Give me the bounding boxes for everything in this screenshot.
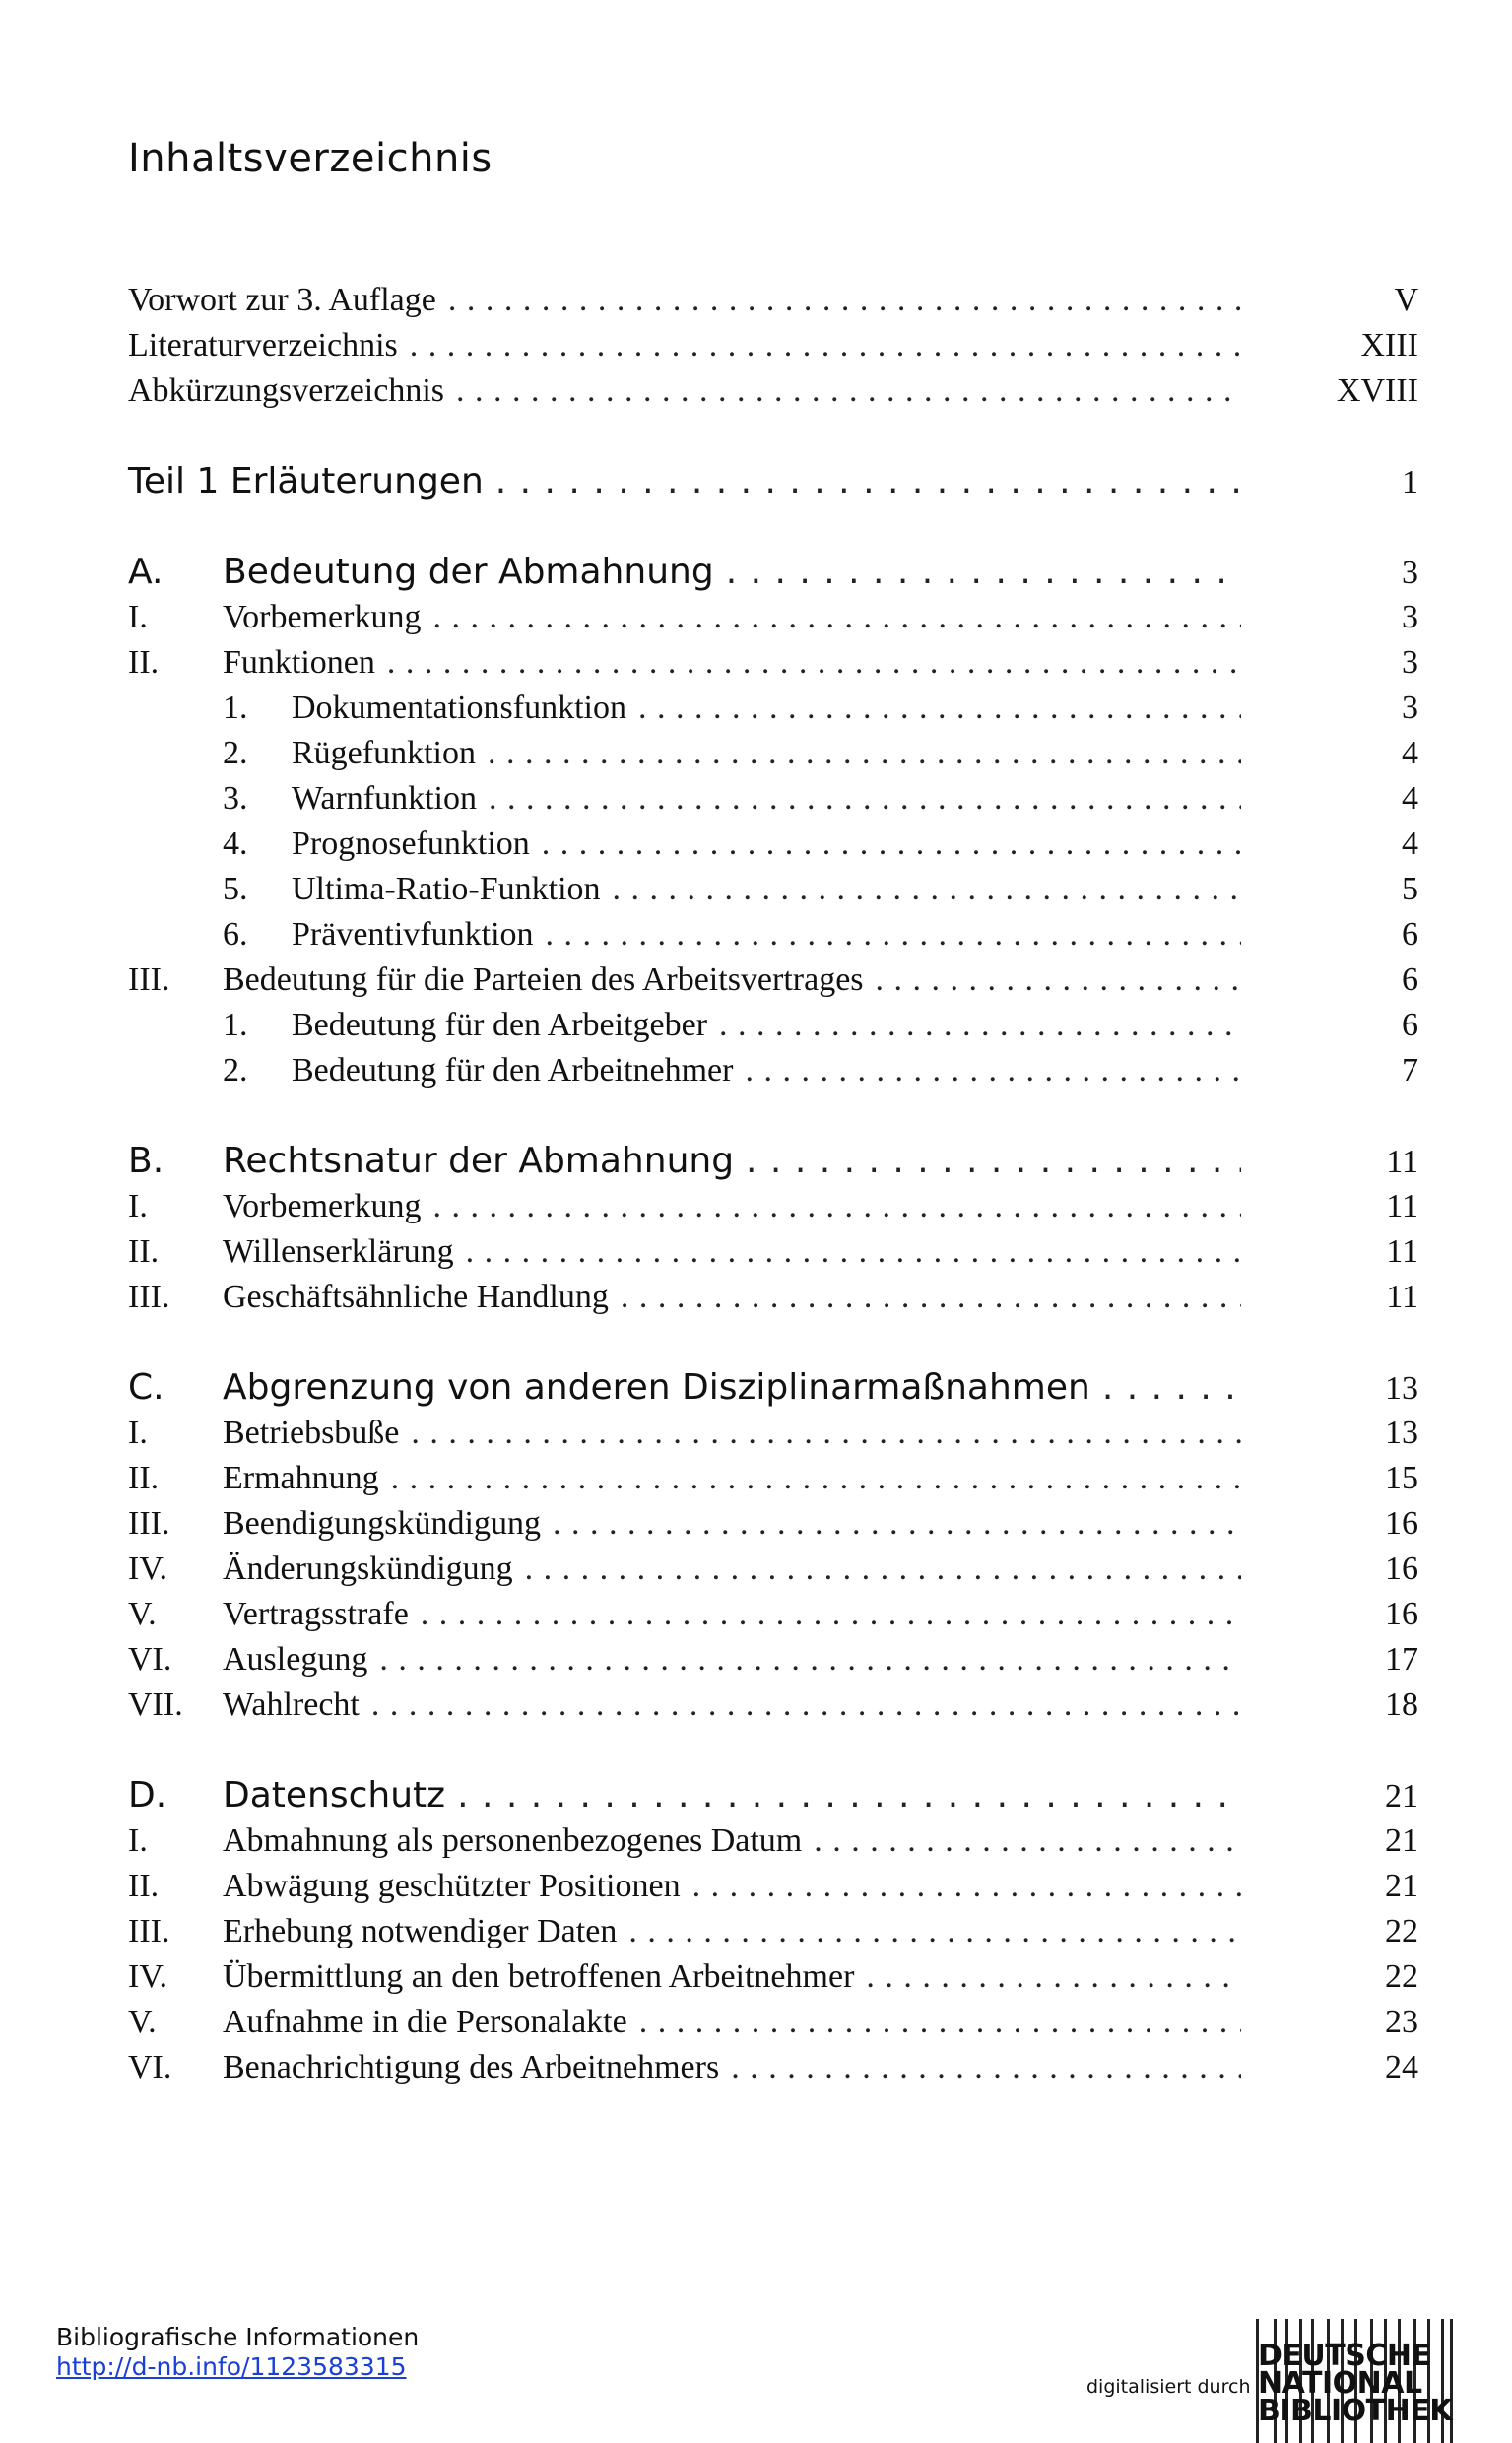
toc-dot-leader <box>432 595 1241 640</box>
toc-entry-title: Bedeutung für die Parteien des Arbeitsvertrages <box>223 961 864 998</box>
toc-entry <box>128 1683 1418 1728</box>
toc-gap <box>128 1728 1418 1773</box>
toc-dot-leader <box>814 1818 1241 1864</box>
toc-entry <box>128 867 1418 912</box>
toc-entry-page: 16 <box>1385 1596 1418 1632</box>
toc-entry-number: 1. <box>223 690 248 726</box>
toc-dot-leader <box>639 2000 1241 2045</box>
toc-entry-title: Vorwort zur 3. Auflage <box>128 282 436 318</box>
toc-entry-title: Abgrenzung von anderen Disziplinarmaßnahmen <box>223 1367 1090 1408</box>
toc-entry-title: Funktionen <box>223 644 375 681</box>
toc-section-heading <box>128 1773 1418 1818</box>
toc-section-heading <box>128 1365 1418 1411</box>
toc-entry-number: I. <box>128 1415 148 1451</box>
toc-entry-page: 11 <box>1386 1188 1418 1224</box>
toc-entry-title: Ermahnung <box>223 1460 379 1496</box>
toc-entry <box>128 1003 1418 1048</box>
toc-entry-page: 17 <box>1385 1641 1418 1678</box>
toc-entry-page: 21 <box>1385 1822 1418 1859</box>
toc-entry <box>128 1864 1418 1909</box>
toc-entry-number: I. <box>128 599 148 635</box>
toc-entry <box>128 1411 1418 1456</box>
toc-entry-page: V <box>1394 282 1418 318</box>
toc-dot-leader <box>432 1184 1241 1229</box>
toc-entry <box>128 278 1418 323</box>
toc-entry-page: 11 <box>1386 1144 1418 1180</box>
toc-dot-leader <box>448 278 1241 323</box>
toc-entry-title: Datenschutz <box>223 1775 446 1816</box>
toc-entry <box>128 822 1418 867</box>
toc-entry-page: 4 <box>1402 825 1418 862</box>
dnb-logo-line: DEUTSCHE <box>1258 2339 1431 2373</box>
toc-section-heading <box>128 550 1418 595</box>
toc-entry-number: D. <box>128 1775 167 1816</box>
bibliographic-info <box>56 2323 419 2382</box>
toc-entry <box>128 595 1418 640</box>
toc-dot-leader <box>553 1501 1241 1547</box>
toc-entry-number: II. <box>128 1868 160 1904</box>
toc-entry-number: IV. <box>128 1551 167 1587</box>
dnb-link[interactable]: http://d-nb.info/1123583315 <box>56 2352 407 2381</box>
toc-dot-leader <box>621 1275 1241 1320</box>
toc-entry-page: XIII <box>1360 327 1418 363</box>
toc-entry-page: 23 <box>1385 2004 1418 2040</box>
toc-entry <box>128 957 1418 1003</box>
toc-entry-title: Betriebsbuße <box>223 1415 400 1451</box>
toc-entry-number: III. <box>128 1913 170 1949</box>
toc-entry-number: III. <box>128 1505 170 1542</box>
toc-entry-title: Vorbemerkung <box>223 599 422 635</box>
toc-entry-page: 21 <box>1385 1778 1418 1815</box>
toc-dot-leader <box>466 1229 1241 1275</box>
toc-dot-leader <box>495 459 1241 504</box>
toc-entry <box>128 323 1418 368</box>
toc-dot-leader <box>421 1592 1241 1637</box>
toc-dot-leader <box>546 912 1241 957</box>
toc-dot-leader <box>719 1003 1241 1048</box>
toc-entry-page: 1 <box>1402 464 1418 500</box>
toc-entry <box>128 1592 1418 1637</box>
toc-dot-leader <box>876 957 1241 1003</box>
toc-entry-number: VI. <box>128 1641 172 1678</box>
toc-entry-page: 16 <box>1385 1505 1418 1542</box>
toc-entry-number: III. <box>128 961 170 998</box>
toc-entry-title: Abwägung geschützter Positionen <box>223 1868 681 1904</box>
dnb-logo <box>1256 2319 1453 2443</box>
toc-entry-page: 21 <box>1385 1868 1418 1904</box>
toc-dot-leader <box>628 1909 1241 1954</box>
toc-entry-title: Abmahnung als personenbezogenes Datum <box>223 1822 803 1859</box>
toc-dot-leader <box>488 731 1241 776</box>
toc-entry-title: Warnfunktion <box>292 780 477 817</box>
toc-entry-number: C. <box>128 1367 164 1408</box>
toc-dot-leader <box>410 323 1241 368</box>
toc-entry <box>128 2000 1418 2045</box>
toc-entry-title: Auslegung <box>223 1641 368 1678</box>
toc-dot-leader <box>692 1864 1241 1909</box>
toc-entry-title: Teil 1 Erläuterungen <box>128 461 484 501</box>
toc-entry-number: VII. <box>128 1686 183 1723</box>
toc-entry-page: 5 <box>1402 871 1418 907</box>
toc-entry-title: Willenserklärung <box>223 1233 454 1270</box>
toc-dot-leader <box>489 776 1241 822</box>
toc-entry-title: Prognosefunktion <box>292 825 530 862</box>
toc-entry-number: 1. <box>223 1007 248 1043</box>
toc-entry-title: Vorbemerkung <box>223 1188 422 1224</box>
toc-entry-number: IV. <box>128 1958 167 1995</box>
toc-entry-number: 5. <box>223 871 248 907</box>
toc-entry-title: Bedeutung der Abmahnung <box>223 552 714 592</box>
toc-entry-page: 3 <box>1402 644 1418 681</box>
toc-entry-title: Literaturverzeichnis <box>128 327 398 363</box>
toc-dot-leader <box>726 550 1241 595</box>
toc-dot-leader <box>387 640 1241 686</box>
toc-gap <box>128 1320 1418 1365</box>
toc-entry-number: VI. <box>128 2049 172 2085</box>
toc-entry-number: I. <box>128 1188 148 1224</box>
toc-gap <box>128 1093 1418 1139</box>
toc-entry <box>128 1456 1418 1501</box>
dnb-logo-line: NATIONAL <box>1258 2366 1422 2401</box>
toc-entry-title: Rügefunktion <box>292 735 476 771</box>
toc-entry <box>128 1048 1418 1093</box>
toc-section-heading <box>128 459 1418 504</box>
toc-entry-number: 2. <box>223 1052 248 1089</box>
toc-entry-title: Bedeutung für den Arbeitgeber <box>292 1007 708 1043</box>
toc-entry-title: Abkürzungsverzeichnis <box>128 372 445 409</box>
dnb-logo-line: BIBLIOTHEK <box>1258 2394 1452 2428</box>
toc-entry-title: Benachrichtigung des Arbeitnehmers <box>223 2049 720 2085</box>
toc-entry <box>128 1954 1418 2000</box>
toc-entry <box>128 1184 1418 1229</box>
toc-entry <box>128 1229 1418 1275</box>
toc-entry-page: 6 <box>1402 916 1418 953</box>
toc-entry <box>128 640 1418 686</box>
page-title: Inhaltsverzeichnis <box>128 136 493 181</box>
toc-entry-number: II. <box>128 1460 160 1496</box>
toc-entry-title: Rechtsnatur der Abmahnung <box>223 1141 735 1181</box>
toc-entry-title: Präventivfunktion <box>292 916 534 953</box>
toc-entry-page: 22 <box>1385 1913 1418 1949</box>
bibliographic-info-label: Bibliografische Informationen <box>56 2323 420 2351</box>
dnb-logo-text <box>1258 2339 1452 2428</box>
toc-dot-leader <box>391 1456 1241 1501</box>
toc-dot-leader <box>746 1139 1241 1184</box>
toc-entry <box>128 2045 1418 2090</box>
toc-entry-number: V. <box>128 1596 157 1632</box>
toc-entry-number: A. <box>128 552 164 592</box>
toc-dot-leader <box>731 2045 1241 2090</box>
toc-dot-leader <box>525 1547 1241 1592</box>
toc-entry <box>128 1909 1418 1954</box>
toc-dot-leader <box>457 1773 1241 1818</box>
toc-entry <box>128 1637 1418 1683</box>
toc-entry-title: Erhebung notwendiger Daten <box>223 1913 618 1949</box>
toc-entry-page: 13 <box>1385 1415 1418 1451</box>
toc-entry <box>128 731 1418 776</box>
toc-entry-number: 6. <box>223 916 248 953</box>
toc-entry <box>128 686 1418 731</box>
toc-entry-page: 11 <box>1386 1233 1418 1270</box>
toc-entry-page: 6 <box>1402 1007 1418 1043</box>
toc-entry-page: 15 <box>1385 1460 1418 1496</box>
toc-entry-title: Vertragsstrafe <box>223 1596 409 1632</box>
toc-entry-title: Wahlrecht <box>223 1686 360 1723</box>
toc-dot-leader <box>379 1637 1241 1683</box>
toc-gap <box>128 504 1418 550</box>
table-of-contents <box>128 278 1418 2090</box>
toc-entry-page: 3 <box>1402 555 1418 591</box>
toc-entry <box>128 1547 1418 1592</box>
toc-entry-page: 4 <box>1402 735 1418 771</box>
toc-entry <box>128 368 1418 414</box>
toc-entry-title: Änderungskündigung <box>223 1551 513 1587</box>
toc-entry-page: 3 <box>1402 690 1418 726</box>
toc-entry-title: Ultima-Ratio-Funktion <box>292 871 601 907</box>
toc-entry <box>128 1275 1418 1320</box>
toc-entry <box>128 776 1418 822</box>
toc-entry-number: II. <box>128 1233 160 1270</box>
toc-entry-page: 7 <box>1402 1052 1418 1089</box>
toc-section-heading <box>128 1139 1418 1184</box>
toc-entry-number: B. <box>128 1141 164 1181</box>
toc-entry <box>128 1818 1418 1864</box>
toc-dot-leader <box>542 822 1241 867</box>
toc-entry-number: 2. <box>223 735 248 771</box>
toc-entry-number: III. <box>128 1279 170 1315</box>
toc-entry-page: 11 <box>1386 1279 1418 1315</box>
toc-entry-page: 22 <box>1385 1958 1418 1995</box>
toc-dot-leader <box>411 1411 1241 1456</box>
digitalized-by-caption: digitalisiert durch <box>1086 2376 1251 2398</box>
toc-dot-leader <box>1102 1365 1241 1411</box>
toc-entry-page: 4 <box>1402 780 1418 817</box>
toc-entry-page: 18 <box>1385 1686 1418 1723</box>
toc-entry-page: 24 <box>1385 2049 1418 2085</box>
toc-entry-number: II. <box>128 644 160 681</box>
toc-entry-page: 13 <box>1385 1370 1418 1407</box>
toc-entry-number: V. <box>128 2004 157 2040</box>
toc-entry-number: 4. <box>223 825 248 862</box>
toc-dot-leader <box>745 1048 1241 1093</box>
toc-entry-title: Übermittlung an den betroffenen Arbeitnehmer <box>223 1958 855 1995</box>
toc-entry-title: Aufnahme in die Personalakte <box>223 2004 627 2040</box>
toc-gap <box>128 414 1418 459</box>
toc-entry-title: Beendigungskündigung <box>223 1505 541 1542</box>
toc-entry <box>128 912 1418 957</box>
toc-entry-number: 3. <box>223 780 248 817</box>
toc-entry-title: Dokumentationsfunktion <box>292 690 626 726</box>
toc-dot-leader <box>638 686 1241 731</box>
toc-dot-leader <box>456 368 1241 414</box>
toc-entry-page: XVIII <box>1336 372 1418 409</box>
toc-entry-page: 6 <box>1402 961 1418 998</box>
toc-entry-title: Bedeutung für den Arbeitnehmer <box>292 1052 734 1089</box>
toc-entry-page: 3 <box>1402 599 1418 635</box>
toc-entry-page: 16 <box>1385 1551 1418 1587</box>
toc-dot-leader <box>371 1683 1241 1728</box>
toc-entry-title: Geschäftsähnliche Handlung <box>223 1279 609 1315</box>
toc-dot-leader <box>613 867 1241 912</box>
toc-entry <box>128 1501 1418 1547</box>
toc-dot-leader <box>866 1954 1241 2000</box>
toc-entry-number: I. <box>128 1822 148 1859</box>
